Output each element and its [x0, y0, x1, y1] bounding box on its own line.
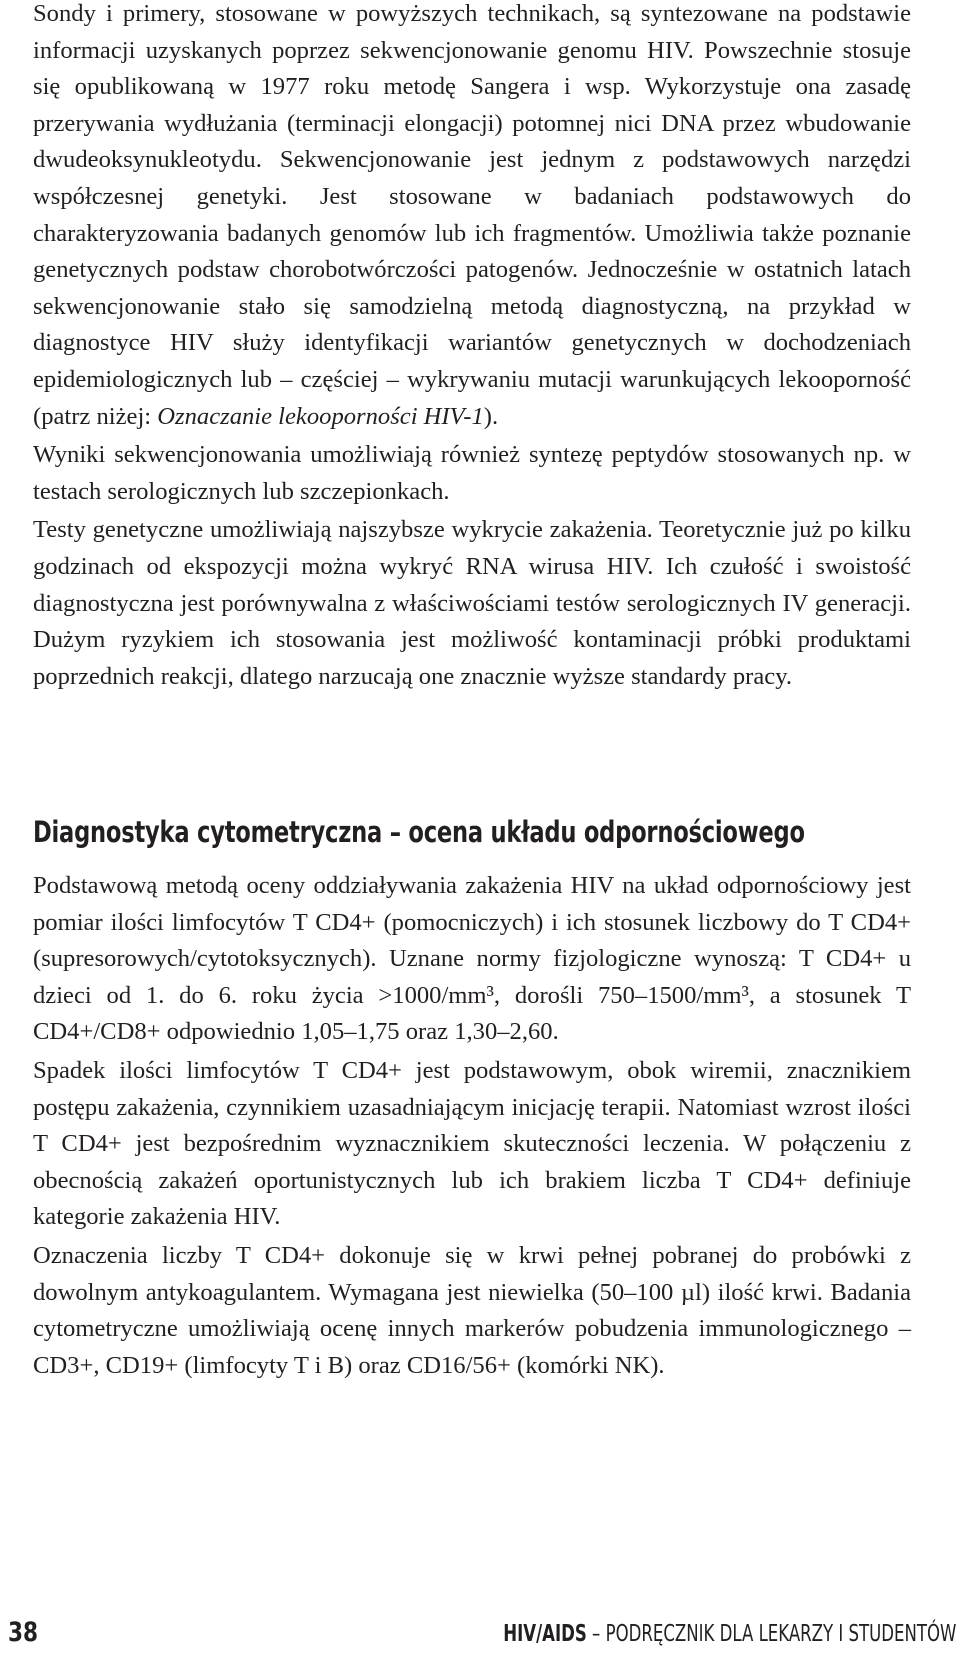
cross-reference: Oznaczanie lekooporności HIV-1 — [157, 402, 484, 430]
running-title-main: HIV/AIDS — [502, 1621, 587, 1647]
page-number: 38 — [8, 1617, 39, 1648]
paragraph: Testy genetyczne umożliwiają najszybsze wykrycie zakażenia. Teoretycznie już po kilku godzinach od ekspozycji można wykryć RNA wirusa HIV. Ich czułość i swoistość diagnostyczna jest porównywalna z właściwościami testów serologicznych IV generacji. Dużym ryzykiem ich stosowania jest możliwość kontaminacji próbki produktami poprzednich reakcji, dlatego narzucają one znacznie wyższe standardy pracy. — [33, 516, 911, 690]
running-title-sub: – PODRĘCZNIK DLA LEKARZY I STUDENTÓW — [586, 1621, 956, 1647]
body-text-section-1 — [33, 0, 911, 695]
body-text-section-2 — [33, 868, 911, 1384]
section-heading: Diagnostyka cytometryczna – ocena układu odpornościowego — [33, 815, 805, 849]
paragraph: Oznaczenia liczby T CD4+ dokonuje się w krwi pełnej pobranej do probówki z dowolnym antykoagulantem. Wymagana jest niewielka (50–100 µl) ilość krwi. Badania cytometryczne umożliwiają ocenę innych markerów pobudzenia immunologicznego – CD3+, CD19+ (limfocyty T i B) oraz CD16/56+ (komórki NK). — [33, 1241, 911, 1379]
paragraph: Wyniki sekwencjonowania umożliwiają również syntezę peptydów stosowanych np. w testach serologicznych lub szczepionkach. — [33, 441, 911, 505]
paragraph: Podstawową metodą oceny oddziaływania zakażenia HIV na układ odpornościowy jest pomiar ilości limfocytów T CD4+ (pomocniczych) i ich stosunek liczbowy do T CD4+ (supresorowych/cytotoksycznych). Uznane normy fizjologiczne wynoszą: T CD4+ u dzieci od 1. do 6. roku życia >1000/mm³, dorośli 750–1500/mm³, a stosunek T CD4+/CD8+ odpowiednio 1,05–1,75 oraz 1,30–2,60. — [33, 872, 911, 1046]
running-title — [503, 1620, 956, 1648]
paragraph: Sondy i primery, stosowane w powyższych technikach, są syntezowane na podstawie informacji uzyskanych poprzez sekwencjonowanie genomu HIV. Powszechnie stosuje się opublikowaną w 1977 roku metodę Sangera i wsp. Wykorzystuje ona zasadę przerywania wydłużania (terminacji elongacji) potomnej nici DNA przez wbudowanie dwudeoksynukleotydu. Sekwencjonowanie jest jednym z podstawowych narzędzi współczesnej genetyki. Jest stosowane w badaniach podstawowych do charakteryzowania badanych genomów lub ich fragmentów. Umożliwia także poznanie genetycznych podstaw chorobotwórczości patogenów. Jednocześnie w ostatnich latach sekwencjonowanie stało się samodzielną metodą diagnostyczną, na przykład w diagnostyce HIV służy identyfikacji wariantów genetycznych w dochodzeniach epidemiologicznych lub – częściej – wykrywaniu mutacji warunkujących lekooporność (patrz niżej: Oznaczanie lekooporności HIV-1). — [33, 0, 911, 430]
paragraph: Spadek ilości limfocytów T CD4+ jest podstawowym, obok wiremii, znacznikiem postępu zakażenia, czynnikiem uzasadniającym inicjację terapii. Natomiast wzrost ilości T CD4+ jest bezpośrednim wyznacznikiem skuteczności leczenia. W połączeniu z obecnością zakażeń oportunistycznych lub ich brakiem liczba T CD4+ definiuje kategorie zakażenia HIV. — [33, 1056, 911, 1231]
